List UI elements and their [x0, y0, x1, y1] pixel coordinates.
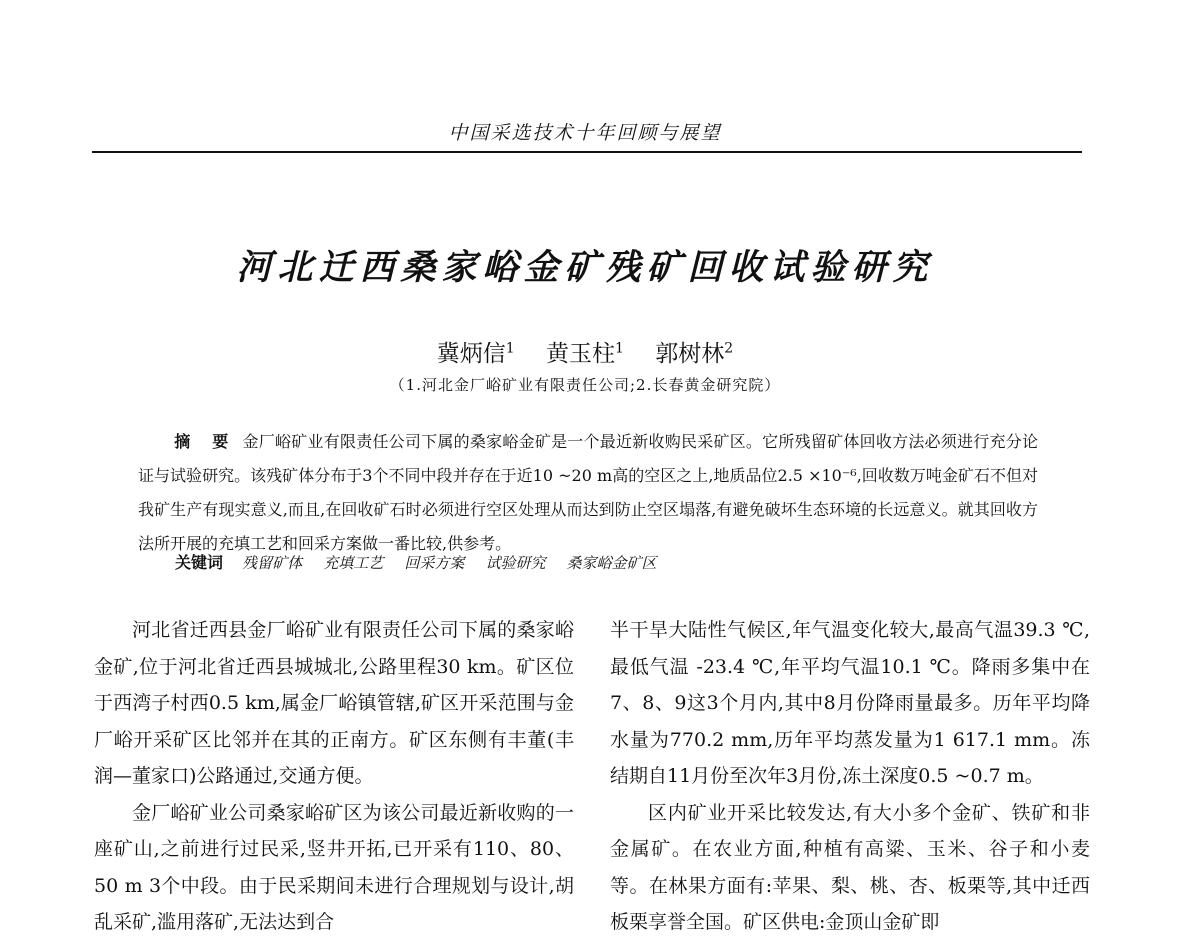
header-rule	[92, 151, 1082, 153]
body-paragraph: 半干旱大陆性气候区,年气温变化较大,最高气温39.3 ℃,最低气温 -23.4 ℃,年平均气温10.1 ℃。降雨多集中在7、8、9这3个月内,其中8月份降雨量最多。历年平均降水量为770.2 mm,历年平均蒸发量为1 617.1 mm。冻结期自11月份至次年3月份,冻土深度0.5 ~0.7 m。	[610, 619, 1090, 787]
author-affil-mark: 1	[615, 340, 624, 357]
author-name: 郭树林	[655, 341, 725, 367]
abstract	[138, 425, 1038, 561]
keywords-label: 关键词	[175, 553, 224, 572]
keyword: 桑家峪金矿区	[566, 554, 657, 572]
body-column-right	[610, 612, 1090, 941]
body-column-left	[94, 612, 574, 941]
author-affil-mark: 2	[724, 340, 734, 357]
body-paragraph: 金厂峪矿业公司桑家峪矿区为该公司最近新收购的一座矿山,之前进行过民采,竖井开拓,已开采有110、80、50 m 3个中段。由于民采期间未进行合理规划与设计,胡乱采矿,滥用落矿,无法达到合	[94, 801, 574, 933]
abstract-text: 金厂峪矿业有限责任公司下属的桑家峪金矿是一个最近新收购民采矿区。它所残留矿体回收方法必须进行充分论证与试验研究。该残矿体分布于3个不同中段并存在于近10 ~20 m高的空区之上,地质品位2.5 ×10⁻⁶,回收数万吨金矿石不但对我矿生产有现实意义,而且,在回收矿石时必须进行空区处理从而达到防止空区塌落,有避免破坏生态环境的长远意义。就其回收方法所开展的充填工艺和回采方案做一番比较,供参考。	[138, 432, 1038, 553]
keyword: 回采方案	[404, 554, 465, 572]
running-header: 中国采选技术十年回顾与展望	[448, 122, 722, 144]
author-2	[546, 341, 624, 367]
author-affil-mark: 1	[505, 340, 515, 357]
body-paragraph: 河北省迁西县金厂峪矿业有限责任公司下属的桑家峪金矿,位于河北省迁西县城城北,公路里程30 km。矿区位于西湾子村西0.5 km,属金厂峪镇管辖,矿区开采范围与金厂峪开采矿区比邻并在其的正南方。矿区东侧有丰董(丰润—董家口)公路通过,交通方便。	[94, 619, 574, 787]
author-name: 黄玉柱	[546, 341, 616, 367]
author-1	[437, 341, 515, 367]
keyword: 试验研究	[485, 554, 546, 572]
keyword: 充填工艺	[323, 554, 384, 572]
body-paragraph: 区内矿业开采比较发达,有大小多个金矿、铁矿和非金属矿。在农业方面,种植有高粱、玉米、谷子和小麦等。在林果方面有:苹果、梨、桃、杏、板栗等,其中迁西板栗享誉全国。矿区供电:金顶山金矿即	[610, 801, 1090, 933]
keywords	[175, 550, 673, 573]
article-title: 河北迁西桑家峪金矿残矿回收试验研究	[236, 247, 934, 288]
author-name: 冀炳信	[436, 341, 506, 367]
author-list	[0, 335, 1170, 368]
author-3	[655, 341, 733, 367]
affiliations: （1.河北金厂峪矿业有限责任公司;2.长春黄金研究院）	[389, 376, 781, 394]
abstract-label: 摘 要	[174, 432, 237, 451]
keyword: 残留矿体	[242, 554, 303, 572]
